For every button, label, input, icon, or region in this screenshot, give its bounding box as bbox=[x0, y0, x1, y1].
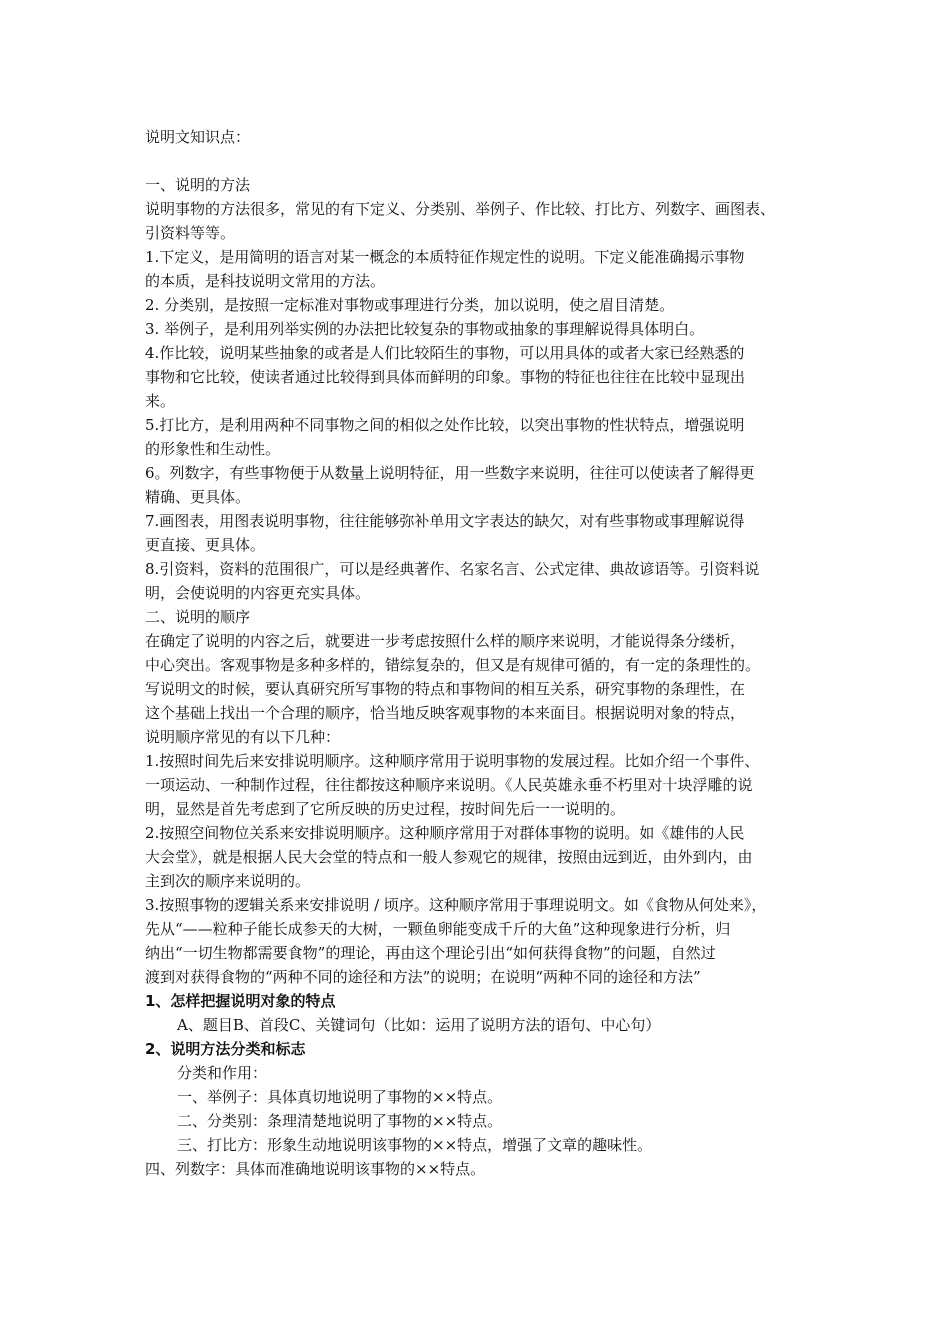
method-item-quotation: 明，会使说明的内容更充实具体。 bbox=[145, 584, 371, 602]
method-item-numbers: 6。列数字，有些事物便于从数量上说明特征，用一些数字来说明，往往可以使读者了解得更 bbox=[145, 464, 755, 482]
blank-line bbox=[145, 149, 815, 173]
section-heading-methods: 一、说明的方法 bbox=[145, 176, 251, 194]
order-item-space: 2.按照空间物位关系来安排说明顺序。这种顺序常用于对群体事物的说明。如《雄伟的人民 bbox=[145, 824, 745, 842]
order-intro-line: 写说明文的时候，要认真研究所写事物的特点和事物间的相互关系，研究事物的条理性，在 bbox=[145, 680, 746, 698]
order-item-time: 明，显然是首先考虑到了它所反映的历史过程，按时间先后一一说明的。 bbox=[145, 800, 626, 818]
method-item-comparison: 4.作比较，说明某些抽象的或者是人们比较陌生的事物，可以用具体的或者大家已经熟悉的 bbox=[145, 344, 745, 362]
method-item-comparison: 事物和它比较，使读者通过比较得到具体而鲜明的印象。事物的特征也往往在比较中显现出 bbox=[145, 368, 746, 386]
document-title: 说明文知识点： bbox=[145, 128, 251, 146]
method-item-analogy: 的形象性和生动性。 bbox=[145, 440, 281, 458]
methods-intro-line: 说明事物的方法很多，常见的有下定义、分类别、举例子、作比较、打比方、列数字、画图表、 bbox=[145, 200, 776, 218]
order-intro-line: 这个基础上找出一个合理的顺序，恰当地反映客观事物的本来面目。根据说明对象的特点， bbox=[145, 704, 746, 722]
section-heading-order: 二、说明的顺序 bbox=[145, 608, 251, 626]
order-intro-line: 在确定了说明的内容之后，就要进一步考虑按照什么样的顺序来说明，才能说得条分缕析， bbox=[145, 632, 746, 650]
order-intro-line: 说明顺序常见的有以下几种： bbox=[145, 728, 341, 746]
method-item-charts: 7.画图表，用图表说明事物，往往能够弥补单用文字表达的缺欠，对有些事物或事理解说得 bbox=[145, 512, 745, 530]
order-item-space: 主到次的顺序来说明的。 bbox=[145, 872, 311, 890]
method-item-definition: 的本质，是科技说明文常用的方法。 bbox=[145, 272, 386, 290]
method-item-classification: 2. 分类别，是按照一定标准对事物或事理进行分类，加以说明，使之眉目清楚。 bbox=[145, 296, 675, 314]
document-body bbox=[145, 125, 815, 1181]
order-item-logic: 3.按照事物的逻辑关系来安排说明 / 顷序。这种顺序常用于事理说明文。如《食物从何处来》， bbox=[145, 896, 767, 914]
classification-sub: 分类和作用： bbox=[177, 1064, 268, 1082]
classification-line: 一、举例子：具体真切地说明了事物的××特点。 bbox=[177, 1088, 503, 1106]
order-item-logic: 纳出“一切生物都需要食物”的理论，再由这个理论引出“如何获得食物”的问题，自然过 bbox=[145, 944, 716, 962]
order-item-logic: 渡到对获得食物的“两种不同的途径和方法”的说明；在说明“两种不同的途径和方法” bbox=[145, 968, 701, 986]
classification-last-line: 四、列数字：具体而准确地说明该事物的××特点。 bbox=[145, 1160, 486, 1178]
order-item-space: 大会堂》，就是根据人民大会堂的特点和一般人参观它的规律，按照由远到近，由外到内，由 bbox=[145, 848, 753, 866]
method-item-definition: 1.下定义，是用简明的语言对某一概念的本质特征作规定性的说明。下定义能准确揭示事物 bbox=[145, 248, 745, 266]
classification-line: 二、分类别：条理清楚地说明了事物的××特点。 bbox=[177, 1112, 503, 1130]
method-item-numbers: 精确、更具体。 bbox=[145, 488, 251, 506]
classification-line: 三、打比方：形象生动地说明该事物的××特点，增强了文章的趣味性。 bbox=[177, 1136, 653, 1154]
order-item-time: 1.按照时间先后来安排说明顺序。这种顺序常用于说明事物的发展过程。比如介绍一个事件、 bbox=[145, 752, 760, 770]
method-item-charts: 更直接、更具体。 bbox=[145, 536, 266, 554]
section-heading-classification: 2、说明方法分类和标志 bbox=[145, 1040, 306, 1058]
methods-intro-line: 引资料等等。 bbox=[145, 224, 236, 242]
order-item-logic: 先从“——粒种子能长成参天的大树，一颗鱼卵能变成千斤的大鱼”这种现象进行分析，归 bbox=[145, 920, 731, 938]
section-heading-features: 1、怎样把握说明对象的特点 bbox=[145, 992, 336, 1010]
method-item-comparison: 来。 bbox=[145, 392, 176, 410]
features-line: A、题目B、首段C、关键词句（比如：运用了说明方法的语句、中心句） bbox=[177, 1016, 661, 1034]
method-item-example: 3. 举例子，是利用列举实例的办法把比较复杂的事物或抽象的事理解说得具体明白。 bbox=[145, 320, 705, 338]
method-item-quotation: 8.引资料，资料的范围很广，可以是经典著作、名家名言、公式定律、典故谚语等。引资料说 bbox=[145, 560, 760, 578]
order-item-time: 一项运动、一种制作过程，往往都按这种顺序来说明。《人民英雄永垂不朽里对十块浮雕的说 bbox=[145, 776, 753, 794]
order-intro-line: 中心突出。客观事物是多种多样的，错综复杂的，但又是有规律可循的，有一定的条理性的。 bbox=[145, 656, 761, 674]
method-item-analogy: 5.打比方，是利用两种不同事物之间的相似之处作比较，以突出事物的性状特点，增强说明 bbox=[145, 416, 745, 434]
